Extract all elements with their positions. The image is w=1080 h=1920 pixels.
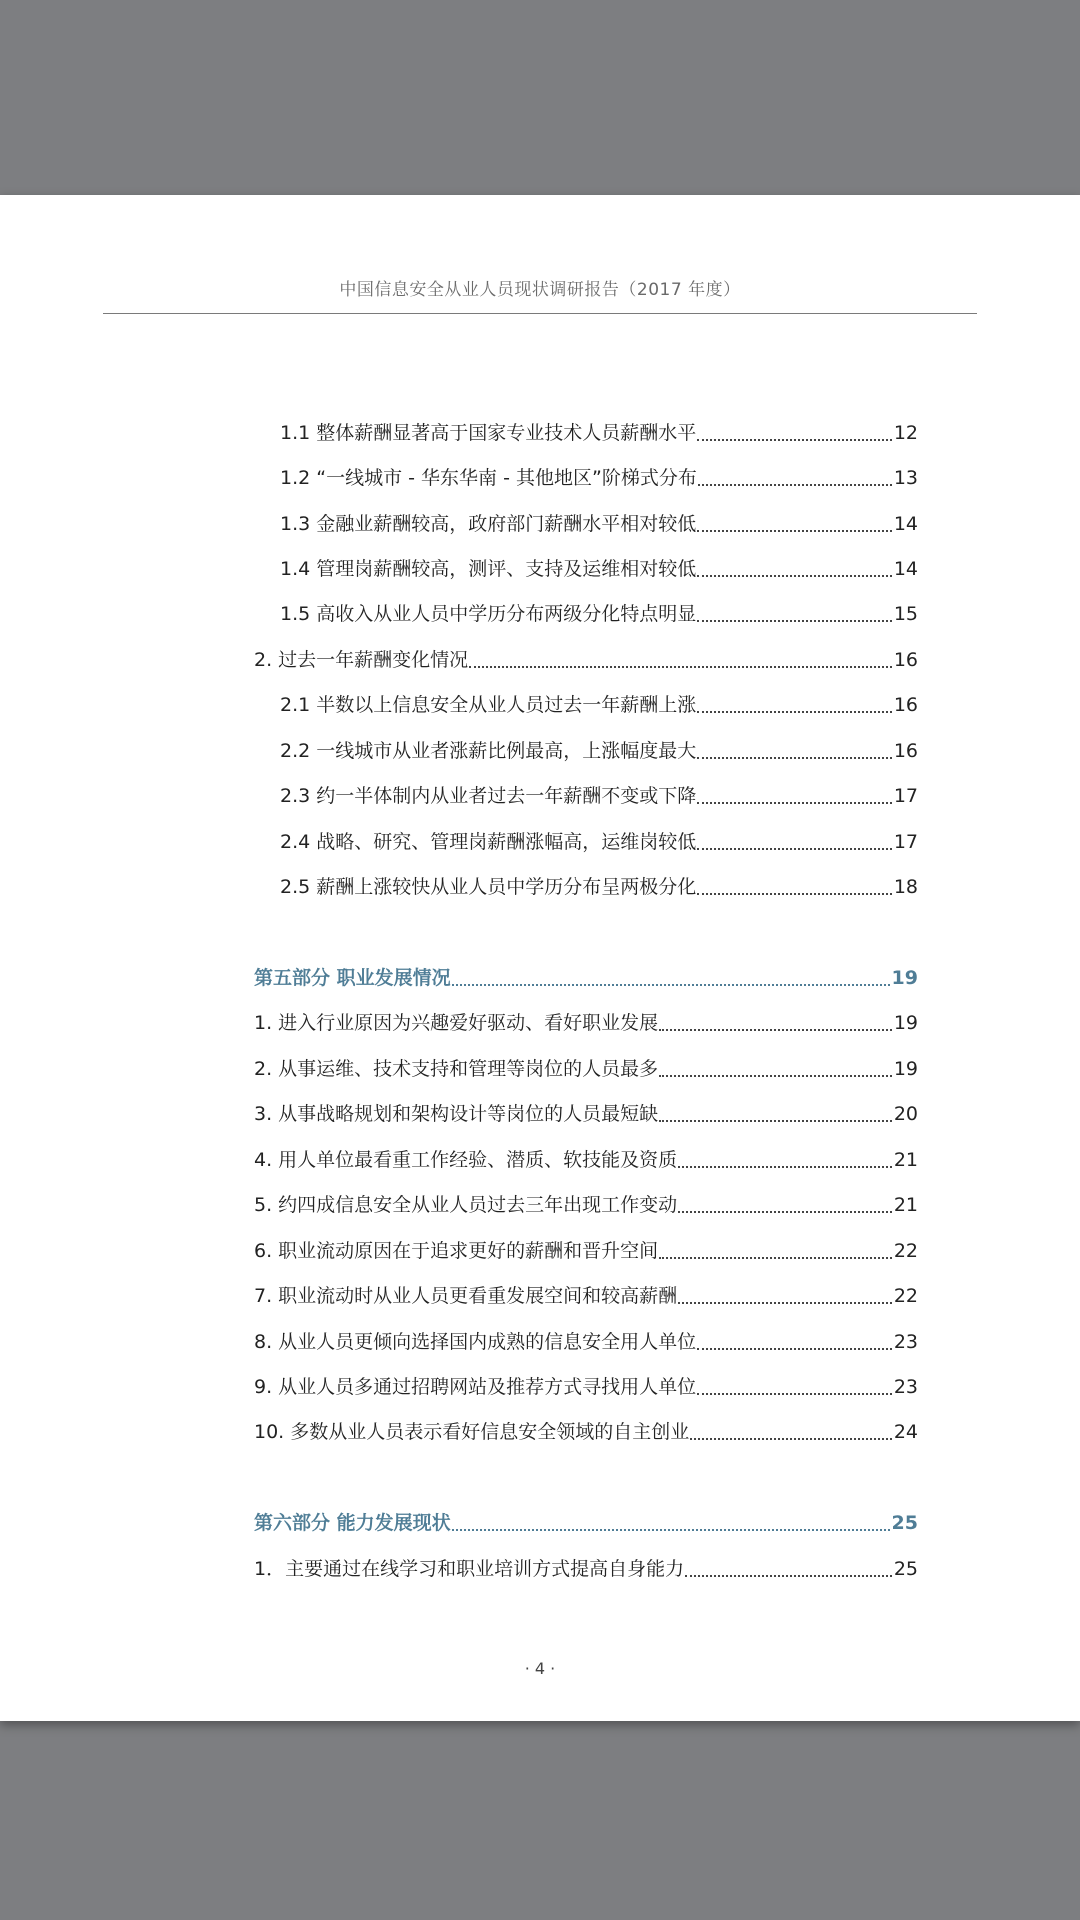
toc-entry-label: 1.3 金融业薪酬较高，政府部门薪酬水平相对较低 (280, 513, 697, 535)
toc-entry-page: 22 (893, 1285, 918, 1307)
toc-entry-5-9[interactable] (254, 1366, 918, 1400)
toc-entry-page: 21 (893, 1194, 918, 1216)
toc-entry-label: 6. 职业流动原因在于追求更好的薪酬和晋升空间 (254, 1240, 659, 1262)
dot-leader (659, 1120, 892, 1122)
dot-leader (659, 1257, 892, 1259)
dot-leader (698, 484, 892, 486)
toc-part-5-heading[interactable] (254, 957, 918, 991)
toc-entry-6-1[interactable] (254, 1548, 918, 1582)
dot-leader (469, 666, 892, 668)
toc-entry-5-2[interactable] (254, 1048, 918, 1082)
dot-leader (697, 757, 892, 759)
toc-entry-page: 14 (893, 558, 918, 580)
dot-leader (697, 893, 892, 895)
dot-leader (697, 530, 892, 532)
toc-entry-label: 2.5 薪酬上涨较快从业人员中学历分布呈两极分化 (280, 876, 697, 898)
toc-entry-page: 15 (893, 603, 918, 625)
dot-leader (697, 620, 892, 622)
toc-entry-5-5[interactable] (254, 1184, 918, 1218)
toc-entry-2-3[interactable] (254, 775, 918, 809)
toc-entry-label: 第五部分 职业发展情况 (254, 967, 451, 989)
toc-entry-page: 24 (893, 1421, 918, 1443)
toc-entry-label: 1.2 “一线城市 - 华东华南 - 其他地区”阶梯式分布 (280, 467, 697, 489)
toc-entry-2-1[interactable] (254, 684, 918, 718)
toc-entry-page: 19 (893, 1012, 918, 1034)
toc-entry-label: 1.5 高收入从业人员中学历分布两级分化特点明显 (280, 603, 697, 625)
toc-entry-2-5[interactable] (254, 866, 918, 900)
toc-entry-5-4[interactable] (254, 1139, 918, 1173)
toc-entry-label: 1. 进入行业原因为兴趣爱好驱动、看好职业发展 (254, 1012, 659, 1034)
toc-entry-page: 17 (893, 831, 918, 853)
page-number: · 4 · (524, 1659, 556, 1678)
toc-entry-label: 2.3 约一半体制内从业者过去一年薪酬不变或下降 (280, 785, 697, 807)
toc-entry-label: 5. 约四成信息安全从业人员过去三年出现工作变动 (254, 1194, 678, 1216)
toc-entry-page: 23 (893, 1376, 918, 1398)
document-page (0, 195, 1080, 1721)
toc-entry-label: 第六部分 能力发展现状 (254, 1512, 451, 1534)
toc-entry-page: 20 (893, 1103, 918, 1125)
dot-leader (452, 984, 890, 986)
toc-entry-label: 2. 过去一年薪酬变化情况 (254, 649, 469, 671)
dot-leader (697, 575, 892, 577)
toc-entry-label: 1.1 整体薪酬显著高于国家专业技术人员薪酬水平 (280, 422, 697, 444)
toc-entry-label: 2.1 半数以上信息安全从业人员过去一年薪酬上涨 (280, 694, 697, 716)
toc-entry-page: 22 (893, 1240, 918, 1262)
toc-entry-page: 18 (893, 876, 918, 898)
toc-entry-label: 1.4 管理岗薪酬较高，测评、支持及运维相对较低 (280, 558, 697, 580)
dot-leader (659, 1029, 892, 1031)
dot-leader (697, 711, 892, 713)
toc-entry-5-6[interactable] (254, 1230, 918, 1264)
toc-entry-page: 16 (893, 649, 918, 671)
toc-entry-1-4[interactable] (254, 548, 918, 582)
toc-entry-1-2[interactable] (254, 457, 918, 491)
toc-entry-2-2[interactable] (254, 730, 918, 764)
toc-entry-page: 25 (893, 1558, 918, 1580)
toc-entry-label: 3. 从事战略规划和架构设计等岗位的人员最短缺 (254, 1103, 659, 1125)
toc-entry-label: 10. 多数从业人员表示看好信息安全领域的自主创业 (254, 1421, 690, 1443)
dot-leader (678, 1302, 892, 1304)
toc-entry-page: 13 (893, 467, 918, 489)
toc-entry-5-1[interactable] (254, 1002, 918, 1036)
toc-entry-2-4[interactable] (254, 821, 918, 855)
toc-entry-2[interactable] (254, 639, 918, 673)
toc-entry-label: 9. 从业人员多通过招聘网站及推荐方式寻找用人单位 (254, 1376, 697, 1398)
dot-leader (697, 1393, 892, 1395)
header-rule (103, 313, 977, 314)
dot-leader (690, 1438, 892, 1440)
toc-entry-5-7[interactable] (254, 1275, 918, 1309)
dot-leader (452, 1529, 890, 1531)
toc-entry-5-3[interactable] (254, 1093, 918, 1127)
toc-entry-1-5[interactable] (254, 593, 918, 627)
dot-leader (659, 1075, 892, 1077)
toc-entry-page: 12 (893, 422, 918, 444)
toc-entry-page: 23 (893, 1331, 918, 1353)
toc-part-6-heading[interactable] (254, 1502, 918, 1536)
dot-leader (697, 848, 892, 850)
dot-leader (678, 1211, 892, 1213)
dot-leader (697, 439, 892, 441)
running-header: 中国信息安全从业人员现状调研报告（2017 年度） (339, 280, 741, 300)
toc-entry-1-1[interactable] (254, 412, 918, 446)
toc-entry-5-8[interactable] (254, 1321, 918, 1355)
toc-entry-page: 25 (891, 1512, 918, 1534)
toc-entry-label: 4. 用人单位最看重工作经验、潜质、软技能及资质 (254, 1149, 678, 1171)
toc-entry-page: 19 (893, 1058, 918, 1080)
toc-entry-page: 16 (893, 740, 918, 762)
toc-entry-page: 16 (893, 694, 918, 716)
toc-entry-page: 14 (893, 513, 918, 535)
toc-entry-label: 8. 从业人员更倾向选择国内成熟的信息安全用人单位 (254, 1331, 697, 1353)
toc-entry-page: 17 (893, 785, 918, 807)
toc-entry-label: 2.4 战略、研究、管理岗薪酬涨幅高，运维岗较低 (280, 831, 697, 853)
dot-leader (678, 1166, 892, 1168)
toc-entry-label: 2.2 一线城市从业者涨薪比例最高，上涨幅度最大 (280, 740, 697, 762)
toc-entry-page: 19 (891, 967, 918, 989)
dot-leader (697, 802, 892, 804)
toc-entry-5-10[interactable] (254, 1411, 918, 1445)
dot-leader (697, 1348, 892, 1350)
toc-entry-label: 1．主要通过在线学习和职业培训方式提高自身能力 (254, 1558, 685, 1580)
toc-entry-page: 21 (893, 1149, 918, 1171)
dot-leader (685, 1575, 892, 1577)
toc-entry-1-3[interactable] (254, 503, 918, 537)
toc-entry-label: 2. 从事运维、技术支持和管理等岗位的人员最多 (254, 1058, 659, 1080)
toc-entry-label: 7. 职业流动时从业人员更看重发展空间和较高薪酬 (254, 1285, 678, 1307)
